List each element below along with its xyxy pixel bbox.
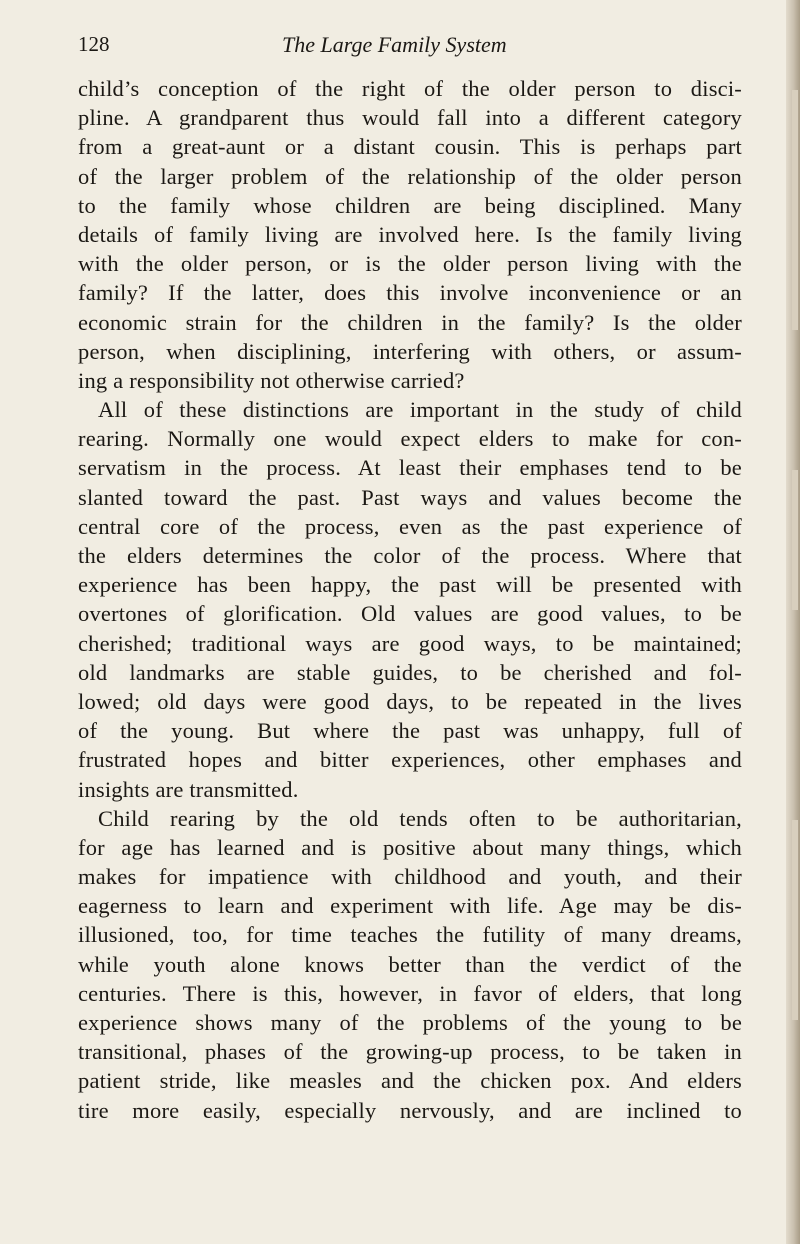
text-line: for age has learned and is positive about many things, which bbox=[78, 834, 742, 860]
text-line: person, when disciplining, interfering with others, or assum- bbox=[78, 338, 742, 364]
text-line: makes for impatience with childhood and youth, and their bbox=[78, 864, 742, 890]
text-line: eagerness to learn and experiment with life. Age may be dis- bbox=[78, 893, 742, 919]
text-line: lowed; old days were good days, to be repeated in the lives bbox=[78, 688, 742, 714]
text-line: of the larger problem of the relationship of the older person bbox=[78, 163, 742, 189]
text-line: from a great-aunt or a distant cousin. This is perhaps part bbox=[78, 134, 742, 160]
text-line: servatism in the process. At least their emphases tend to be bbox=[78, 455, 742, 481]
page-edge bbox=[786, 0, 800, 1244]
text-line: rearing. Normally one would expect elders to make for con- bbox=[78, 426, 742, 452]
text-line: to the family whose children are being disciplined. Many bbox=[78, 192, 742, 218]
text-line: experience shows many of the problems of the young to be bbox=[78, 1010, 742, 1035]
running-head: The Large Family System bbox=[282, 32, 507, 57]
text-line: details of family living are involved here. Is the family living bbox=[78, 221, 742, 247]
text-line: economic strain for the children in the family? Is the older bbox=[78, 309, 742, 335]
page-header bbox=[78, 32, 738, 62]
text-line: the elders determines the color of the process. Where that bbox=[78, 543, 742, 568]
text-line: while youth alone knows better than the verdict of the bbox=[78, 951, 742, 977]
paragraph bbox=[78, 395, 742, 804]
text-line: insights are transmitted. bbox=[78, 776, 299, 802]
text-line: frustrated hopes and bitter experiences, other emphases and bbox=[78, 747, 742, 773]
text-line: tire more easily, especially nervously, and are inclined to bbox=[78, 1097, 742, 1123]
text-line: old landmarks are stable guides, to be cherished and fol- bbox=[78, 659, 742, 685]
text-line: of the young. But where the past was unhappy, full of bbox=[78, 718, 742, 744]
text-line: with the older person, or is the older person living with the bbox=[78, 251, 742, 277]
text-line: illusioned, too, for time teaches the futility of many dreams, bbox=[78, 922, 742, 948]
text-line: overtones of glorification. Old values are good values, to be bbox=[78, 601, 742, 627]
text-line: child’s conception of the right of the older person to disci- bbox=[78, 76, 742, 101]
text-line: ing a responsibility not otherwise carried? bbox=[78, 367, 465, 393]
paragraph bbox=[78, 74, 742, 395]
text-line: experience has been happy, the past will be presented with bbox=[78, 572, 742, 598]
body-text bbox=[78, 74, 742, 1125]
text-line: patient stride, like measles and the chicken pox. And elders bbox=[78, 1068, 742, 1094]
paragraph bbox=[78, 804, 742, 1125]
text-line: centuries. There is this, however, in favor of elders, that long bbox=[78, 980, 742, 1006]
text-line: pline. A grandparent thus would fall into a different category bbox=[78, 105, 742, 131]
text-line: All of these distinctions are important in the study of child bbox=[98, 397, 742, 423]
text-line: Child rearing by the old tends often to be authoritarian, bbox=[98, 805, 742, 831]
text-line: family? If the latter, does this involve inconvenience or an bbox=[78, 280, 742, 306]
text-line: slanted toward the past. Past ways and values become the bbox=[78, 484, 742, 510]
text-line: cherished; traditional ways are good ways, to be maintained; bbox=[78, 630, 742, 656]
text-line: central core of the process, even as the past experience of bbox=[78, 513, 742, 539]
page-number: 128 bbox=[78, 32, 110, 56]
text-line: transitional, phases of the growing-up process, to be taken in bbox=[78, 1039, 742, 1065]
